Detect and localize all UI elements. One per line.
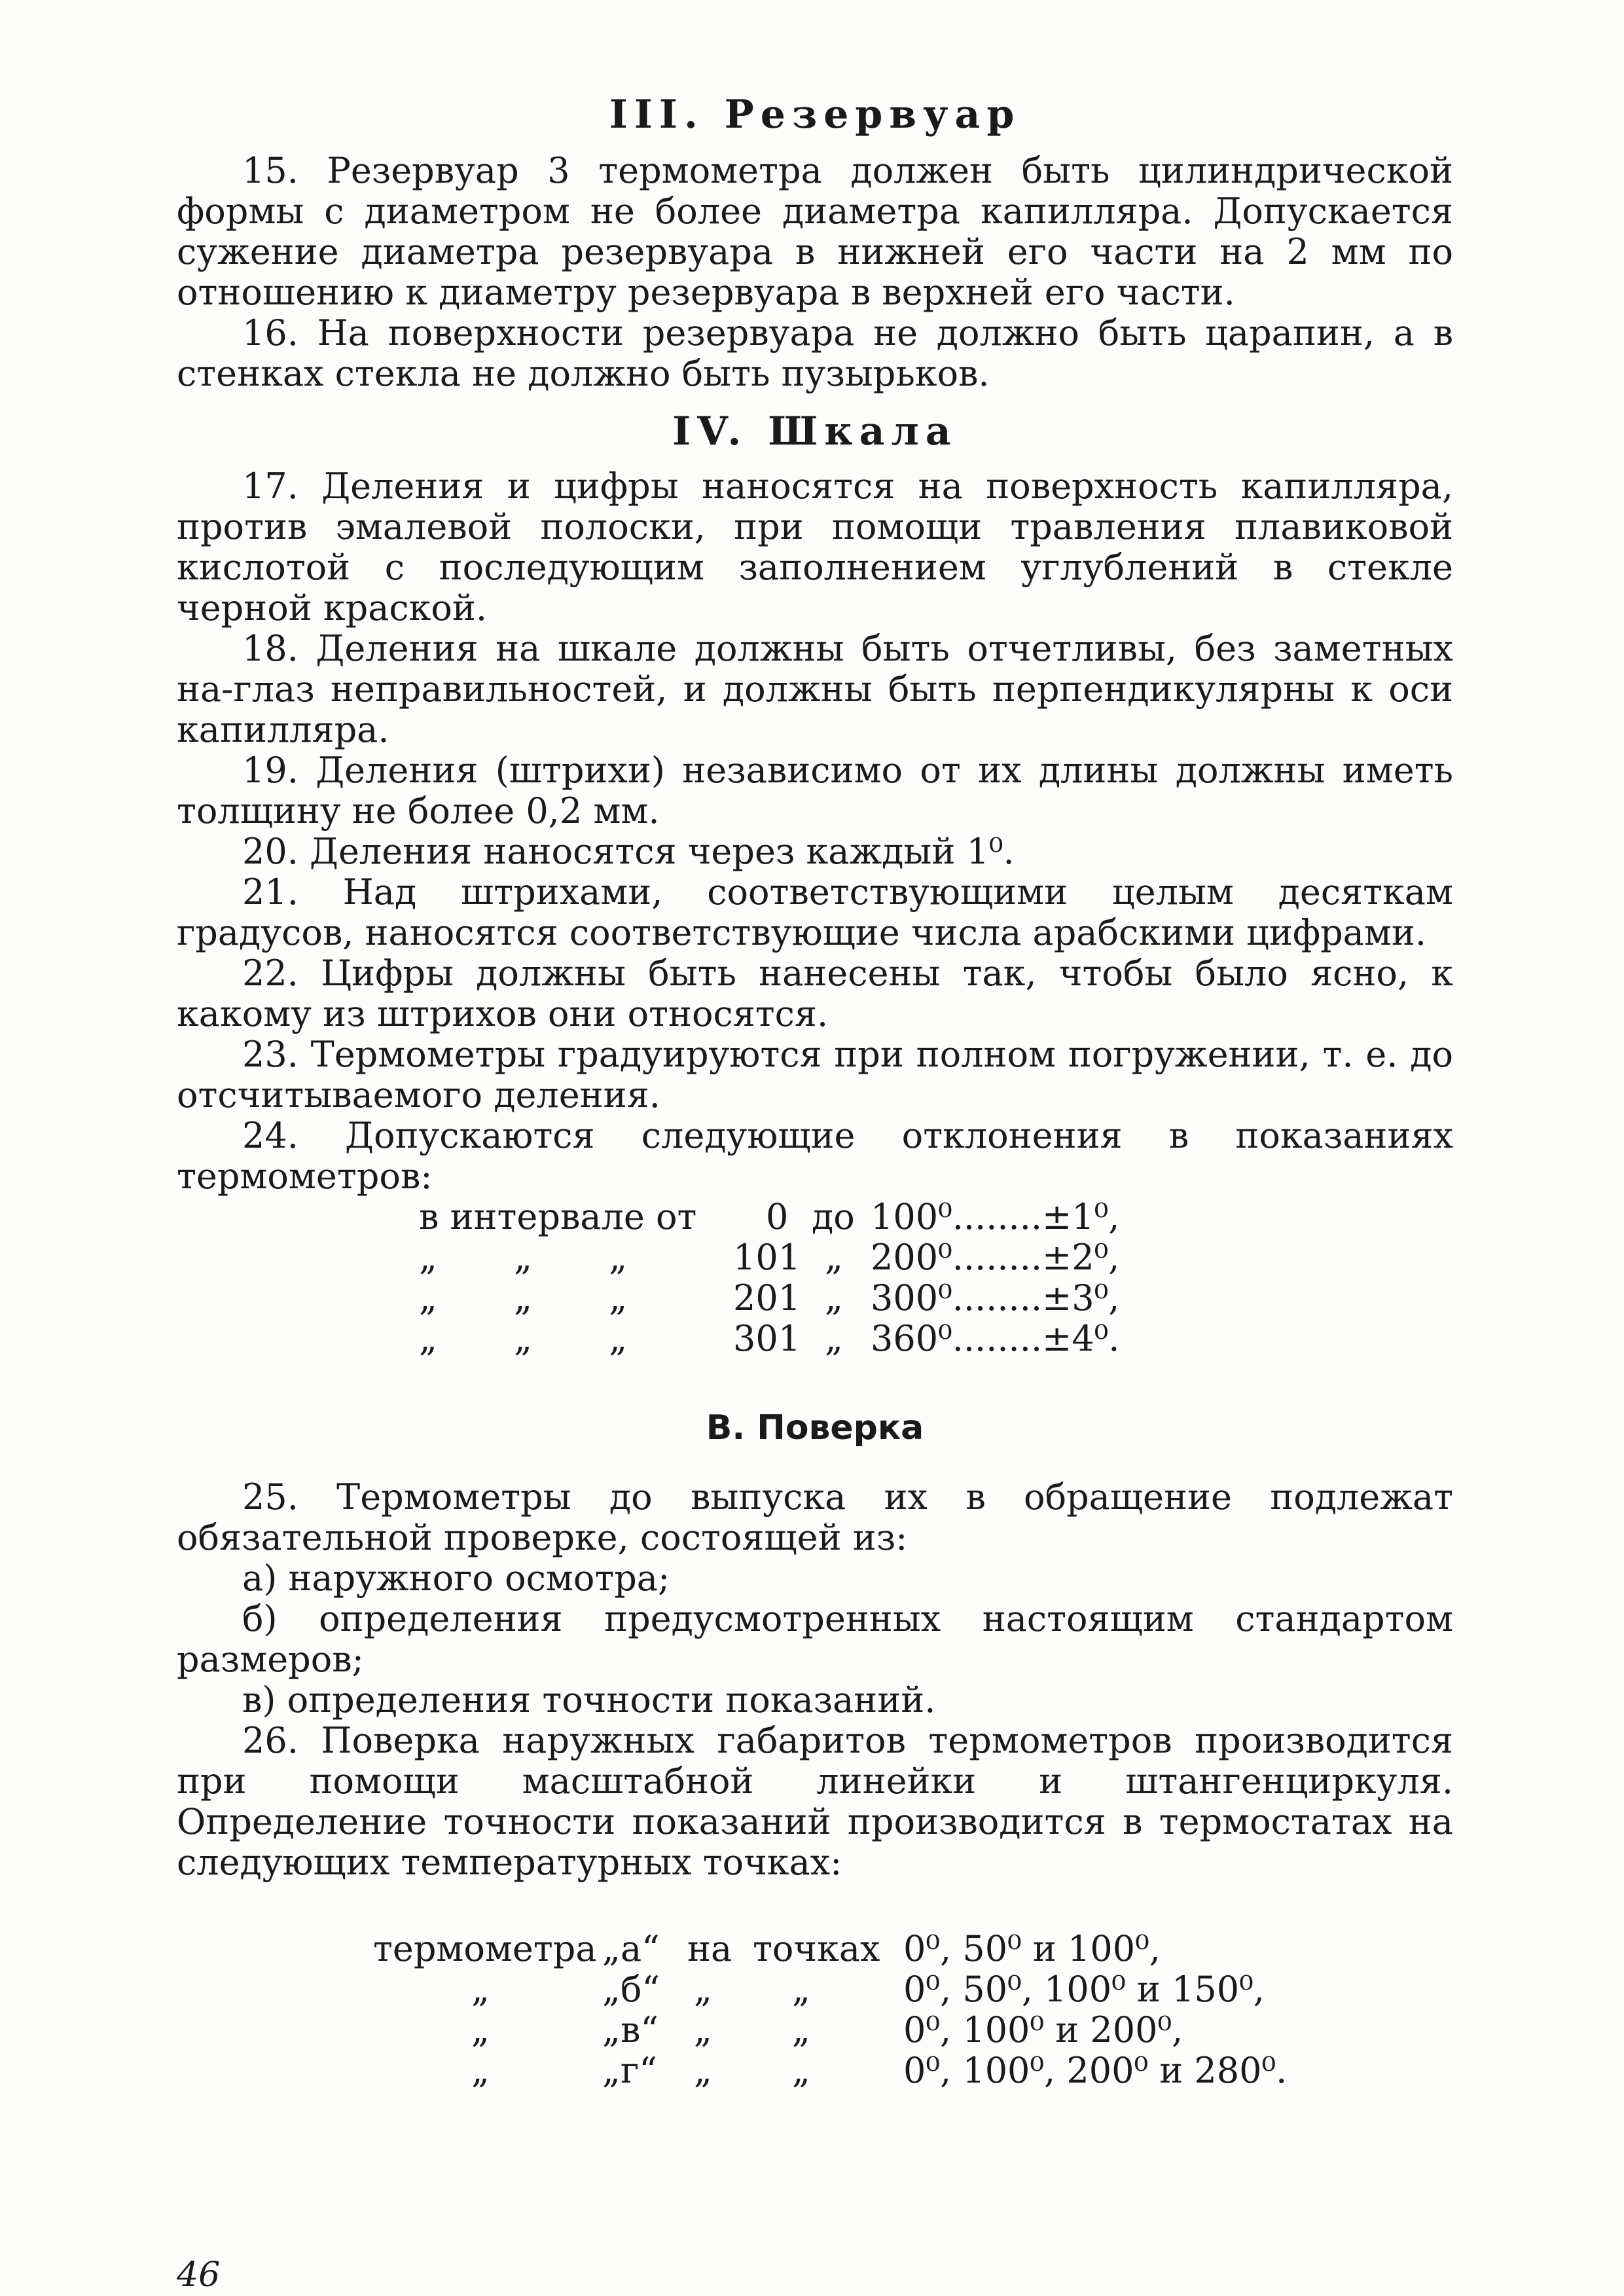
paragraph-26: 26. Поверка наружных габаритов термометров производится при помощи масштабной линейки и штангенциркуля. Определение точности показаний производится в термостатах на следующих температурных точках: bbox=[177, 1720, 1453, 1883]
points-col-b: „а“ bbox=[602, 1928, 660, 1969]
paragraph-24: 24. Допускаются следующие отклонения в показаниях термометров: bbox=[177, 1115, 1453, 1197]
points-col-d: „ bbox=[792, 2009, 810, 2050]
deviation-to-word: „ bbox=[825, 1237, 843, 1278]
page-content bbox=[177, 92, 1453, 2091]
points-col-c: „ bbox=[694, 2050, 712, 2091]
paragraph-25: 25. Термометры до выпуска их в обращение подлежат обязательной проверке, состоящей из: bbox=[177, 1476, 1453, 1558]
deviation-to: 100⁰........±1⁰, bbox=[871, 1196, 1120, 1237]
section-title-scale: IV. Шкала bbox=[672, 409, 958, 454]
points-col-d: „ bbox=[792, 2050, 810, 2091]
points-col-e: 0⁰, 50⁰, 100⁰ и 150⁰, bbox=[903, 1969, 1265, 2010]
points-col-e: 0⁰, 50⁰ и 100⁰, bbox=[903, 1928, 1161, 1969]
points-col-e: 0⁰, 100⁰, 200⁰ и 280⁰. bbox=[903, 2050, 1288, 2091]
deviation-label: „ „ „ bbox=[419, 1318, 628, 1359]
deviation-from: 301 bbox=[733, 1318, 801, 1359]
deviation-row bbox=[177, 1278, 1453, 1319]
points-table bbox=[177, 1929, 1453, 2091]
points-col-c: „ bbox=[694, 1969, 712, 2010]
deviation-table bbox=[177, 1197, 1453, 1359]
paragraph-25c: в) определения точности показаний. bbox=[242, 1679, 936, 1721]
deviation-to-word: „ bbox=[825, 1318, 843, 1359]
points-row bbox=[177, 1969, 1453, 2010]
deviation-row bbox=[177, 1319, 1453, 1359]
points-col-d: точках bbox=[753, 1928, 880, 1969]
paragraph-16: 16. На поверхности резервуара не должно быть царапин, а в стенках стекла не должно быть пузырьков. bbox=[177, 312, 1453, 394]
deviation-to-word: „ bbox=[825, 1277, 843, 1319]
section-title-check: В. Поверка bbox=[706, 1408, 924, 1448]
points-col-a: „ bbox=[471, 1969, 490, 2010]
paragraph-15: 15. Резервуар 3 термометра должен быть цилиндрической формы с диаметром не более диаметра капилляра. Допускается сужение диаметра резервуара в нижней его части на 2 мм по отношению к диаметру резервуара в верхней его части. bbox=[177, 150, 1453, 313]
page-number: 46 bbox=[177, 2255, 221, 2295]
deviation-label: „ „ „ bbox=[419, 1237, 628, 1278]
paragraph-19: 19. Деления (штрихи) независимо от их длины должны иметь толщину не более 0,2 мм. bbox=[177, 750, 1453, 831]
points-col-e: 0⁰, 100⁰ и 200⁰, bbox=[903, 2009, 1183, 2050]
paragraph-25b: б) определения предусмотренных настоящим стандартом размеров; bbox=[177, 1598, 1453, 1680]
deviation-label: в интервале от bbox=[419, 1196, 697, 1237]
deviation-to: 200⁰........±2⁰, bbox=[871, 1237, 1120, 1278]
paragraph-17: 17. Деления и цифры наносятся на поверхность капилляра, против эмалевой полоски, при помощи травления плавиковой кислотой с последующим заполнением углублений в стекле черной краской. bbox=[177, 465, 1453, 629]
paragraph-20: 20. Деления наносятся через каждый 1⁰. bbox=[242, 831, 1015, 872]
points-row bbox=[177, 2010, 1453, 2050]
paragraph-22: 22. Цифры должны быть нанесены так, чтобы было ясно, к какому из штрихов они относятся. bbox=[177, 953, 1453, 1034]
points-row bbox=[177, 2050, 1453, 2091]
points-col-b: „г“ bbox=[602, 2050, 657, 2091]
points-col-a: „ bbox=[471, 2050, 490, 2091]
deviation-to: 300⁰........±3⁰, bbox=[871, 1277, 1120, 1319]
points-col-a: термометра bbox=[373, 1928, 597, 1969]
paragraph-18: 18. Деления на шкале должны быть отчетливы, без заметных на-глаз неправильностей, и должны быть перпендикулярны к оси капилляра. bbox=[177, 628, 1453, 750]
points-col-c: на bbox=[687, 1928, 732, 1969]
paragraph-23: 23. Термометры градуируются при полном погружении, т. е. до отсчитываемого деления. bbox=[177, 1034, 1453, 1116]
deviation-from: 201 bbox=[733, 1277, 801, 1319]
points-col-a: „ bbox=[471, 2009, 490, 2050]
section-title-reservoir: III. Резервуар bbox=[609, 92, 1021, 137]
points-col-d: „ bbox=[792, 1969, 810, 2010]
deviation-from: 101 bbox=[733, 1237, 801, 1278]
deviation-row bbox=[177, 1197, 1453, 1237]
points-row bbox=[177, 1929, 1453, 1969]
points-col-b: „в“ bbox=[602, 2009, 659, 2050]
points-col-c: „ bbox=[694, 2009, 712, 2050]
paragraph-21: 21. Над штрихами, соответствующими целым десяткам градусов, наносятся соответствующие числа арабскими цифрами. bbox=[177, 871, 1453, 953]
deviation-from: 0 bbox=[766, 1196, 789, 1237]
points-col-b: „б“ bbox=[602, 1969, 660, 2010]
deviation-to-word: до bbox=[812, 1196, 855, 1237]
deviation-row bbox=[177, 1237, 1453, 1278]
paragraph-25a: а) наружного осмотра; bbox=[242, 1558, 670, 1599]
deviation-to: 360⁰........±4⁰. bbox=[871, 1318, 1120, 1359]
deviation-label: „ „ „ bbox=[419, 1277, 628, 1319]
